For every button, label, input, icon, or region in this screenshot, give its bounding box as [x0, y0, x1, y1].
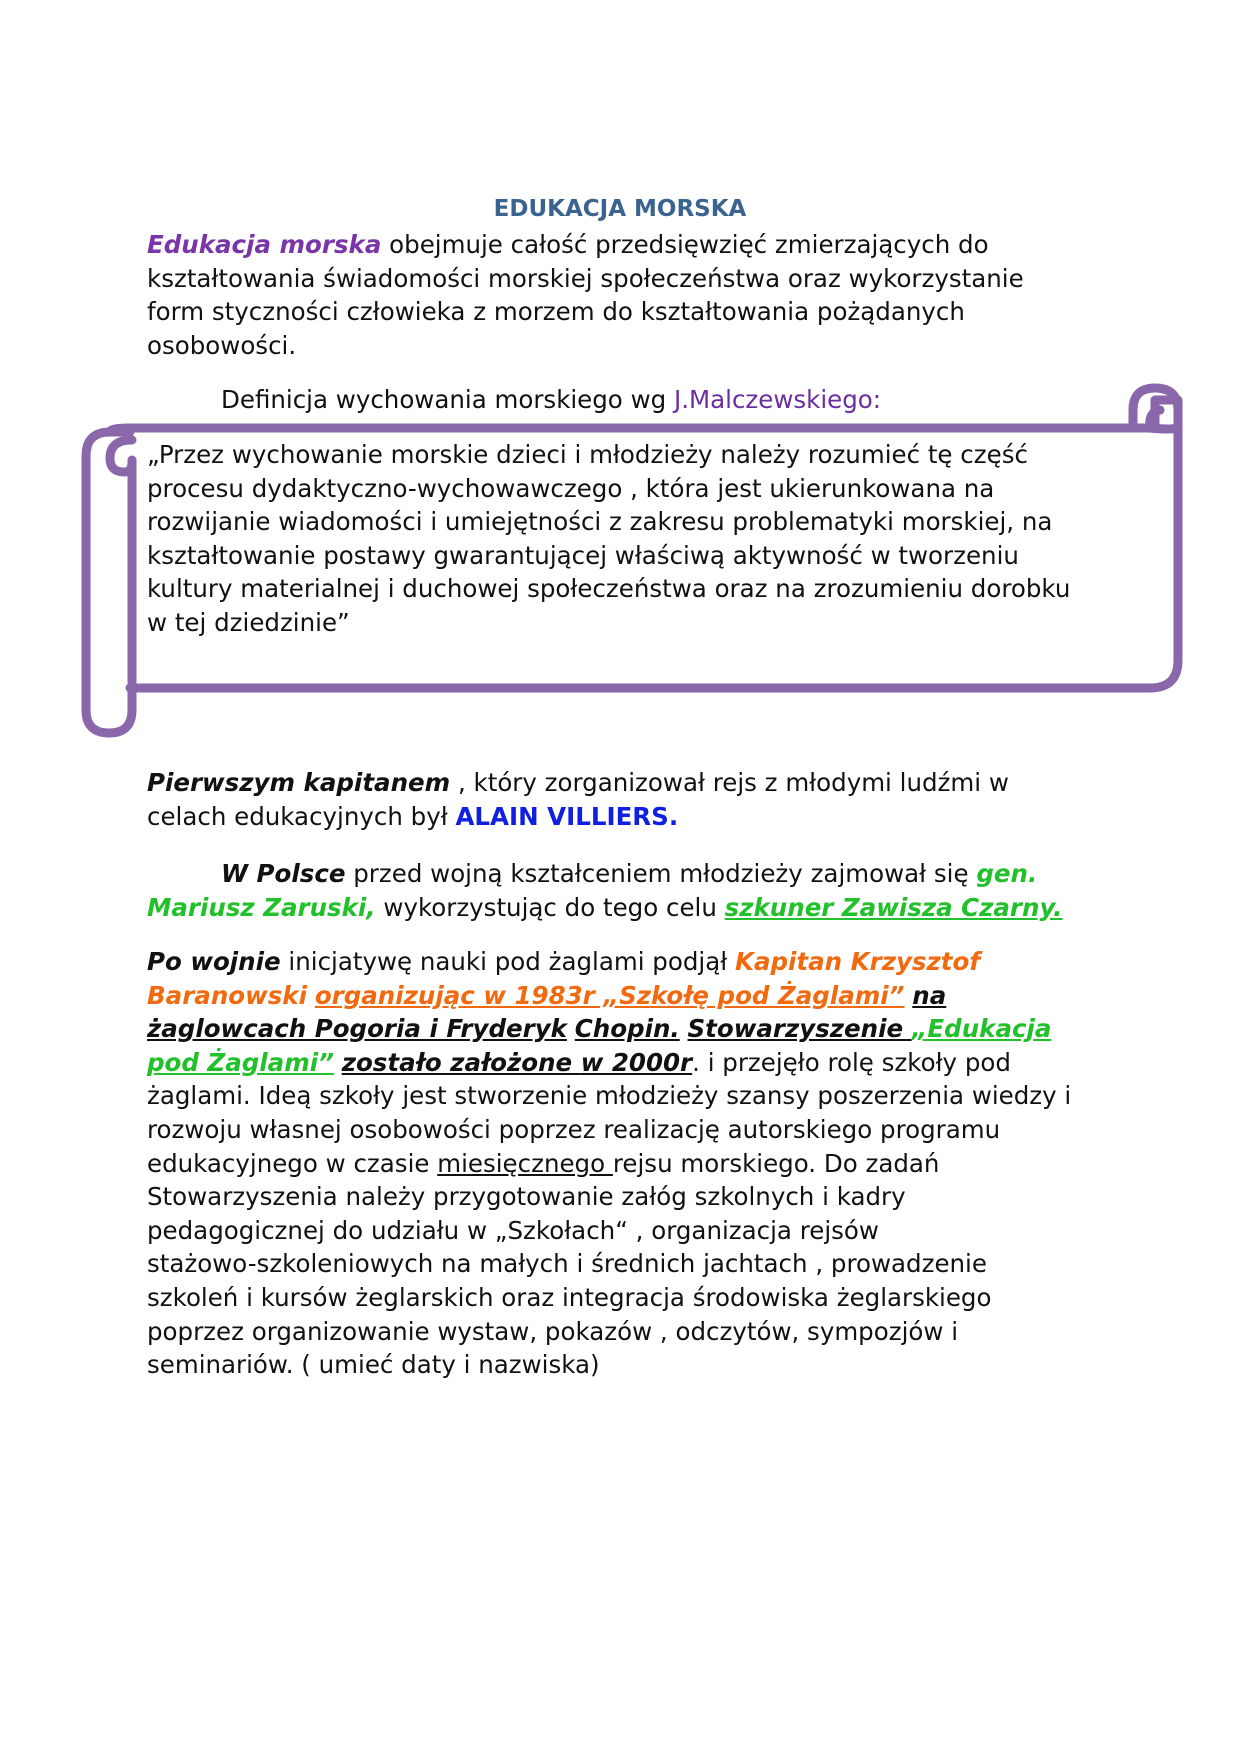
definition-author: J.Malczewskiego:	[673, 385, 882, 414]
poland-name: Mariusz Zaruski,	[147, 892, 376, 922]
postwar-edu-2: pod Żaglami”	[147, 1047, 334, 1077]
quote-line-1: „Przez wychowanie morskie dzieci i młodzieży należy rozumieć tę część	[147, 440, 1028, 469]
postwar-paragraph	[147, 945, 1097, 1382]
postwar-founded: zostało założone	[341, 1047, 581, 1077]
postwar-monthly: miesięcznego	[437, 1148, 613, 1178]
postwar-edu-line-a: edukacyjnego w czasie	[147, 1148, 438, 1178]
definition-quote	[147, 438, 1097, 640]
postwar-chopin: Chopin.	[574, 1014, 680, 1044]
postwar-year: w 2000r	[580, 1047, 693, 1077]
postwar-line-11: szkoleń i kursów żeglarskich oraz integracja środowiska żeglarskiego	[147, 1282, 992, 1312]
first-captain-line-2: celach edukacyjnych był	[147, 801, 456, 831]
postwar-line-12: poprzez organizowanie wystaw, pokazów , odczytów, sympozjów i	[147, 1316, 959, 1346]
quote-line-6: w tej dziedzinie”	[147, 607, 350, 637]
intro-line-2: kształtowania świadomości morskiej społeczeństwa oraz wykorzystanie	[147, 263, 1024, 293]
poland-paragraph	[147, 857, 1097, 924]
postwar-association: Stowarzyszenie	[687, 1014, 912, 1044]
postwar-t1: inicjatywę nauki pod żaglami podjął	[280, 947, 735, 976]
postwar-line-13: seminariów. ( umieć daty i nazwiska)	[147, 1350, 600, 1380]
postwar-line-5: żaglami. Ideą szkoły jest stworzenie młodzieży szansy poszerzenia wiedzy i	[147, 1081, 1072, 1111]
quote-line-4: kształtowanie postawy gwarantującej właściwą aktywność w tworzeniu	[147, 540, 1019, 570]
postwar-organization: organizując w 1983r „Szkołę pod Żaglami”	[314, 980, 905, 1010]
poland-mid-2: wykorzystując do tego celu	[375, 892, 725, 922]
postwar-edu-line-b: rejsu morskiego. Do zadań	[612, 1148, 940, 1178]
intro-line-1: obejmuje całość przedsięwzięć zmierzających do	[381, 230, 989, 259]
poland-ship: szkuner Zawisza Czarny.	[724, 892, 1063, 922]
first-captain-name: ALAIN VILLIERS.	[455, 801, 679, 831]
postwar-line-6: rozwoju własnej osobowości poprzez realizację autorskiego programu	[147, 1114, 1001, 1144]
first-captain-lead: Pierwszym kapitanem	[147, 768, 451, 797]
postwar-na: na	[912, 980, 947, 1010]
postwar-line-8: Stowarzyszenia należy przygotowanie załóg szkolnych i kadry	[147, 1182, 906, 1212]
intro-term: Edukacja morska	[147, 230, 382, 259]
quote-line-5: kultury materialnej i duchowej społeczeństwa oraz na zrozumieniu dorobku	[147, 574, 1071, 604]
intro-line-4: osobowości.	[147, 330, 297, 360]
page-title: EDUKACJA MORSKA	[493, 196, 747, 222]
quote-line-3: rozwijanie wiadomości i umiejętności z zakresu problematyki morskiej, na	[147, 507, 1053, 537]
postwar-line-9: pedagogicznej do udziału w „Szkołach“ , organizacja rejsów	[147, 1215, 879, 1245]
postwar-line-10: stażowo-szkoleniowych na małych i średnich jachtach , prowadzenie	[147, 1249, 987, 1279]
postwar-captain-1: Kapitan Krzysztof	[734, 947, 980, 976]
postwar-ships: żaglowcach Pogoria i Fryderyk	[147, 1014, 567, 1044]
postwar-edu-1: „Edukacja	[911, 1014, 1052, 1044]
poland-lead: W Polsce	[221, 859, 346, 888]
scroll-banner-shape	[0, 0, 1240, 760]
first-captain-paragraph	[147, 766, 1097, 833]
first-captain-rest: , który zorganizował rejs z młodymi ludźmi w	[450, 768, 1009, 797]
postwar-t2: . i przejęło rolę szkoły pod	[692, 1047, 1011, 1077]
postwar-lead: Po wojnie	[147, 947, 281, 976]
poland-mid: przed wojną kształceniem młodzieży zajmował się	[345, 859, 977, 888]
poland-gen: gen.	[976, 859, 1038, 888]
definition-lead: Definicja wychowania morskiego wg	[221, 385, 674, 414]
intro-line-3: form styczności człowieka z morzem do kształtowania pożądanych	[147, 297, 965, 327]
quote-line-2: procesu dydaktyczno-wychowawczego , która jest ukierunkowana na	[147, 473, 995, 503]
postwar-captain-2: Baranowski	[147, 980, 308, 1010]
